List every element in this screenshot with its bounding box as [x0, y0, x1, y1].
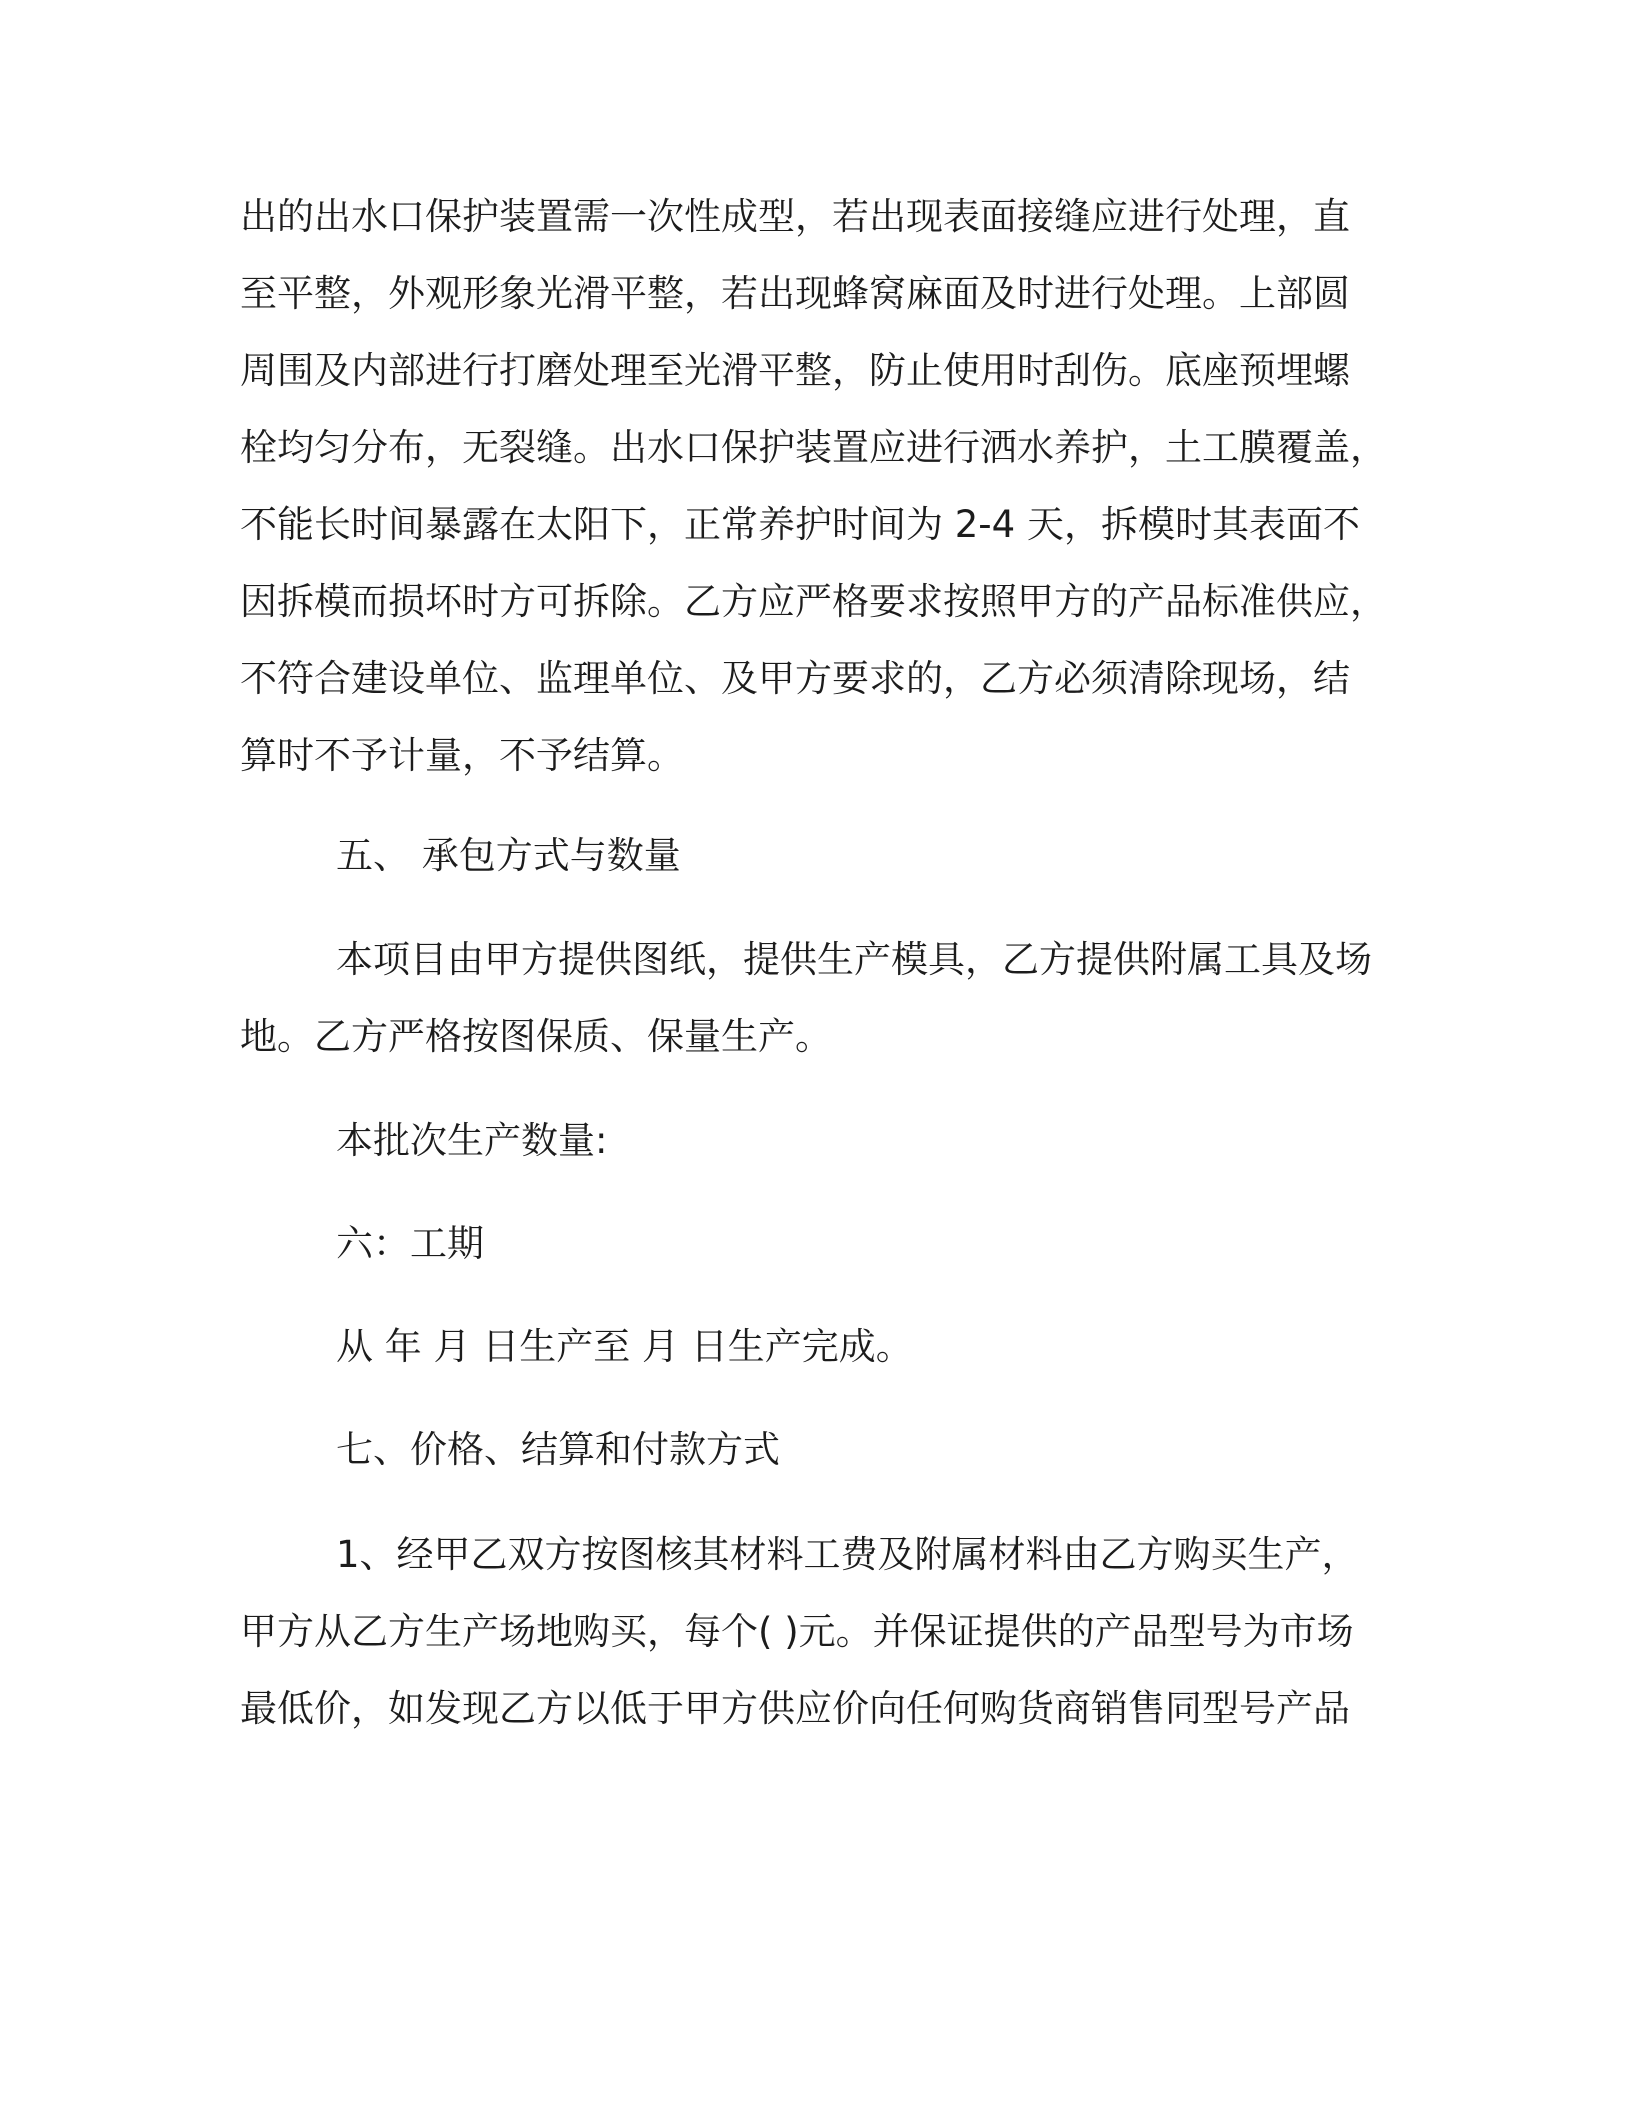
section-heading-7: 七、价格、结算和付款方式: [336, 1428, 780, 1471]
paragraph-1-line-2: 至平整，外观形象光滑平整，若出现蜂窝麻面及时进行处理。上部圆: [240, 272, 1350, 315]
paragraph-3-line-3: 最低价，如发现乙方以低于甲方供应价向任何购货商销售同型号产品: [240, 1687, 1350, 1730]
paragraph-1-line-3: 周围及内部进行打磨处理至光滑平整，防止使用时刮伤。底座预埋螺: [240, 349, 1350, 392]
schedule-line: 从 年 月 日生产至 月 日生产完成。: [336, 1325, 913, 1368]
paragraph-1-line-4: 栓均匀分布，无裂缝。出水口保护装置应进行洒水养护，土工膜覆盖，: [240, 426, 1387, 469]
paragraph-1-line-6: 因拆模而损坏时方可拆除。乙方应严格要求按照甲方的产品标准供应，: [240, 580, 1387, 623]
paragraph-1-line-5: 不能长时间暴露在太阳下，正常养护时间为 2-4 天，拆模时其表面不: [240, 503, 1360, 546]
paragraph-1-line-8: 算时不予计量，不予结算。: [240, 734, 684, 777]
paragraph-1-line-7: 不符合建设单位、监理单位、及甲方要求的，乙方必须清除现场，结: [240, 657, 1350, 700]
paragraph-2-line-1: 本项目由甲方提供图纸，提供生产模具，乙方提供附属工具及场: [336, 938, 1372, 981]
paragraph-3-line-2: 甲方从乙方生产场地购买，每个( )元。并保证提供的产品型号为市场: [240, 1610, 1354, 1653]
paragraph-2-line-2: 地。乙方严格按图保质、保量生产。: [240, 1015, 832, 1058]
section-heading-5: 五、 承包方式与数量: [336, 834, 681, 877]
section-heading-6: 六：工期: [336, 1222, 484, 1265]
paragraph-3-line-1: 1、经甲乙双方按图核其材料工费及附属材料由乙方购买生产，: [336, 1533, 1359, 1576]
quantity-line: 本批次生产数量:: [336, 1119, 608, 1162]
paragraph-1-line-1: 出的出水口保护装置需一次性成型，若出现表面接缝应进行处理，直: [240, 195, 1350, 238]
